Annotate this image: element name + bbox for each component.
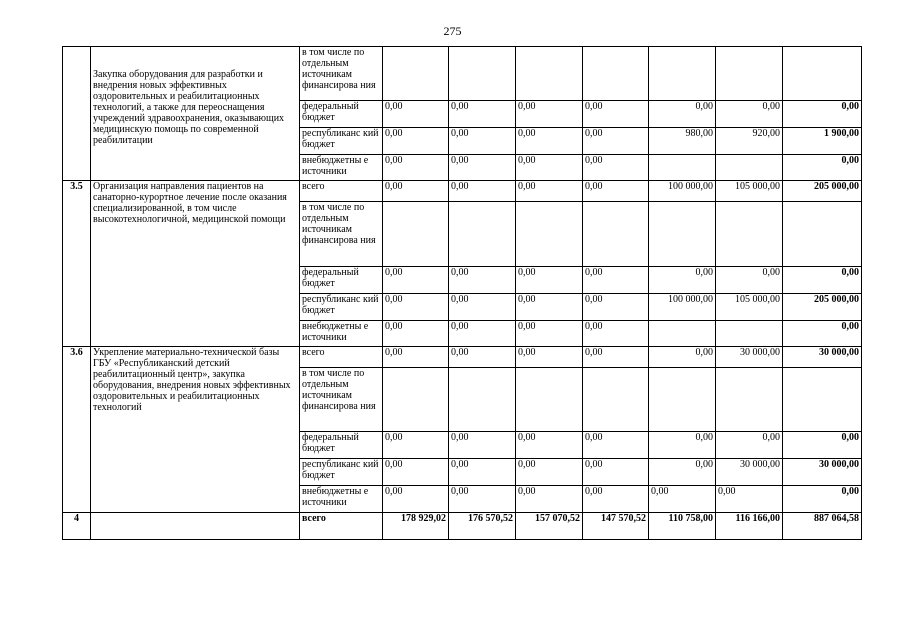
year-value: 0,00 [516,294,583,321]
total-value [783,202,862,267]
year-value [516,202,583,267]
year-value: 30 000,00 [716,459,783,486]
year-value: 110 758,00 [649,513,716,540]
funding-source: в том числе по отдельным источникам финансирова ния [300,368,383,432]
year-value: 176 570,52 [449,513,516,540]
year-value: 0,00 [583,128,649,155]
year-value: 0,00 [449,181,516,202]
year-value: 920,00 [716,128,783,155]
funding-source: республиканс кий бюджет [300,294,383,321]
activity-description: Закупка оборудования для разработки и внедрения новых эффективных оздоровительных и реабилитационных технологий, а также для переоснащения учреждений здравоохранения, оказывающих медицинскую помощь по современной реабилитации [91,47,300,181]
year-value: 116 166,00 [716,513,783,540]
total-value [783,368,862,432]
year-value: 980,00 [649,128,716,155]
year-value [449,368,516,432]
year-value: 0,00 [516,181,583,202]
row-number: 4 [63,513,91,540]
funding-source: республиканс кий бюджет [300,459,383,486]
year-value: 0,00 [649,347,716,368]
total-value: 1 900,00 [783,128,862,155]
budget-table [62,46,862,540]
year-value [583,202,649,267]
page-number: 275 [443,24,462,38]
year-value: 0,00 [583,267,649,294]
total-value: 30 000,00 [783,459,862,486]
year-value: 0,00 [583,181,649,202]
year-value: 0,00 [516,101,583,128]
year-value: 0,00 [449,101,516,128]
table-row [63,513,862,540]
year-value: 100 000,00 [649,181,716,202]
year-value: 0,00 [383,486,449,513]
row-number [63,47,91,181]
year-value: 0,00 [449,432,516,459]
year-value: 178 929,02 [383,513,449,540]
total-value: 0,00 [783,155,862,181]
year-value: 0,00 [449,155,516,181]
total-value: 0,00 [783,101,862,128]
row-number: 3.5 [63,181,91,347]
year-value: 0,00 [716,101,783,128]
year-value: 0,00 [449,486,516,513]
year-value: 0,00 [449,347,516,368]
year-value: 0,00 [583,101,649,128]
year-value: 0,00 [649,101,716,128]
year-value: 0,00 [716,267,783,294]
year-value: 0,00 [383,459,449,486]
year-value: 0,00 [383,294,449,321]
year-value [583,47,649,101]
year-value [383,47,449,101]
year-value: 0,00 [383,432,449,459]
year-value: 100 000,00 [649,294,716,321]
year-value: 0,00 [383,101,449,128]
year-value: 0,00 [383,128,449,155]
table-row [63,347,862,368]
activity-description [91,513,300,540]
year-value: 0,00 [583,155,649,181]
total-value: 0,00 [783,432,862,459]
total-value: 0,00 [783,486,862,513]
year-value: 0,00 [449,321,516,347]
year-value [516,47,583,101]
year-value: 0,00 [383,267,449,294]
year-value [583,368,649,432]
total-value: 205 000,00 [783,181,862,202]
funding-source: внебюджетны е источники [300,321,383,347]
year-value: 0,00 [383,155,449,181]
total-value: 0,00 [783,267,862,294]
activity-description: Организация направления пациентов на санаторно-курортное лечение после оказания специализированной, в том числе высокотехнологичной, медицинской помощи [91,181,300,347]
year-value [649,202,716,267]
year-value: 0,00 [649,459,716,486]
total-value: 0,00 [783,321,862,347]
year-value: 147 570,52 [583,513,649,540]
year-value: 0,00 [583,347,649,368]
table-row [63,181,862,202]
year-value [383,202,449,267]
year-value: 0,00 [649,267,716,294]
year-value: 0,00 [383,181,449,202]
funding-source: в том числе по отдельным источникам финансирова ния [300,47,383,101]
total-value [783,47,862,101]
year-value: 0,00 [516,486,583,513]
year-value: 0,00 [716,486,783,513]
year-value: 0,00 [649,432,716,459]
year-value [649,47,716,101]
year-value: 0,00 [449,294,516,321]
year-value [716,202,783,267]
funding-source: внебюджетны е источники [300,155,383,181]
year-value: 0,00 [516,321,583,347]
funding-source: внебюджетны е источники [300,486,383,513]
activity-description: Укрепление материально-технической базы ГБУ «Республиканский детский реабилитационный центр», закупка оборудования, внедрения новых эффективных оздоровительных и реабилитационных технологий [91,347,300,513]
year-value: 0,00 [516,267,583,294]
year-value: 0,00 [649,486,716,513]
year-value: 0,00 [516,155,583,181]
funding-source: всего [300,181,383,202]
year-value: 157 070,52 [516,513,583,540]
year-value: 0,00 [516,459,583,486]
funding-source: федеральный бюджет [300,101,383,128]
year-value [449,202,516,267]
year-value [716,47,783,101]
year-value: 0,00 [449,267,516,294]
year-value: 0,00 [449,459,516,486]
total-value: 887 064,58 [783,513,862,540]
funding-source: федеральный бюджет [300,432,383,459]
total-value: 30 000,00 [783,347,862,368]
year-value: 0,00 [583,486,649,513]
funding-source: федеральный бюджет [300,267,383,294]
year-value: 0,00 [583,459,649,486]
funding-source: всего [300,513,383,540]
year-value: 105 000,00 [716,181,783,202]
year-value: 0,00 [449,128,516,155]
year-value: 0,00 [516,432,583,459]
row-number: 3.6 [63,347,91,513]
funding-source: всего [300,347,383,368]
year-value [649,368,716,432]
year-value [383,368,449,432]
year-value [649,155,716,181]
year-value [716,155,783,181]
funding-source: республиканс кий бюджет [300,128,383,155]
funding-source: в том числе по отдельным источникам финансирова ния [300,202,383,267]
year-value [649,321,716,347]
year-value [449,47,516,101]
year-value: 0,00 [716,432,783,459]
year-value: 0,00 [516,347,583,368]
year-value: 0,00 [383,347,449,368]
table-row [63,47,862,101]
year-value: 0,00 [583,321,649,347]
total-value: 205 000,00 [783,294,862,321]
year-value [716,368,783,432]
year-value: 0,00 [383,321,449,347]
year-value: 30 000,00 [716,347,783,368]
year-value [716,321,783,347]
year-value: 0,00 [516,128,583,155]
year-value [516,368,583,432]
year-value: 0,00 [583,432,649,459]
year-value: 0,00 [583,294,649,321]
year-value: 105 000,00 [716,294,783,321]
